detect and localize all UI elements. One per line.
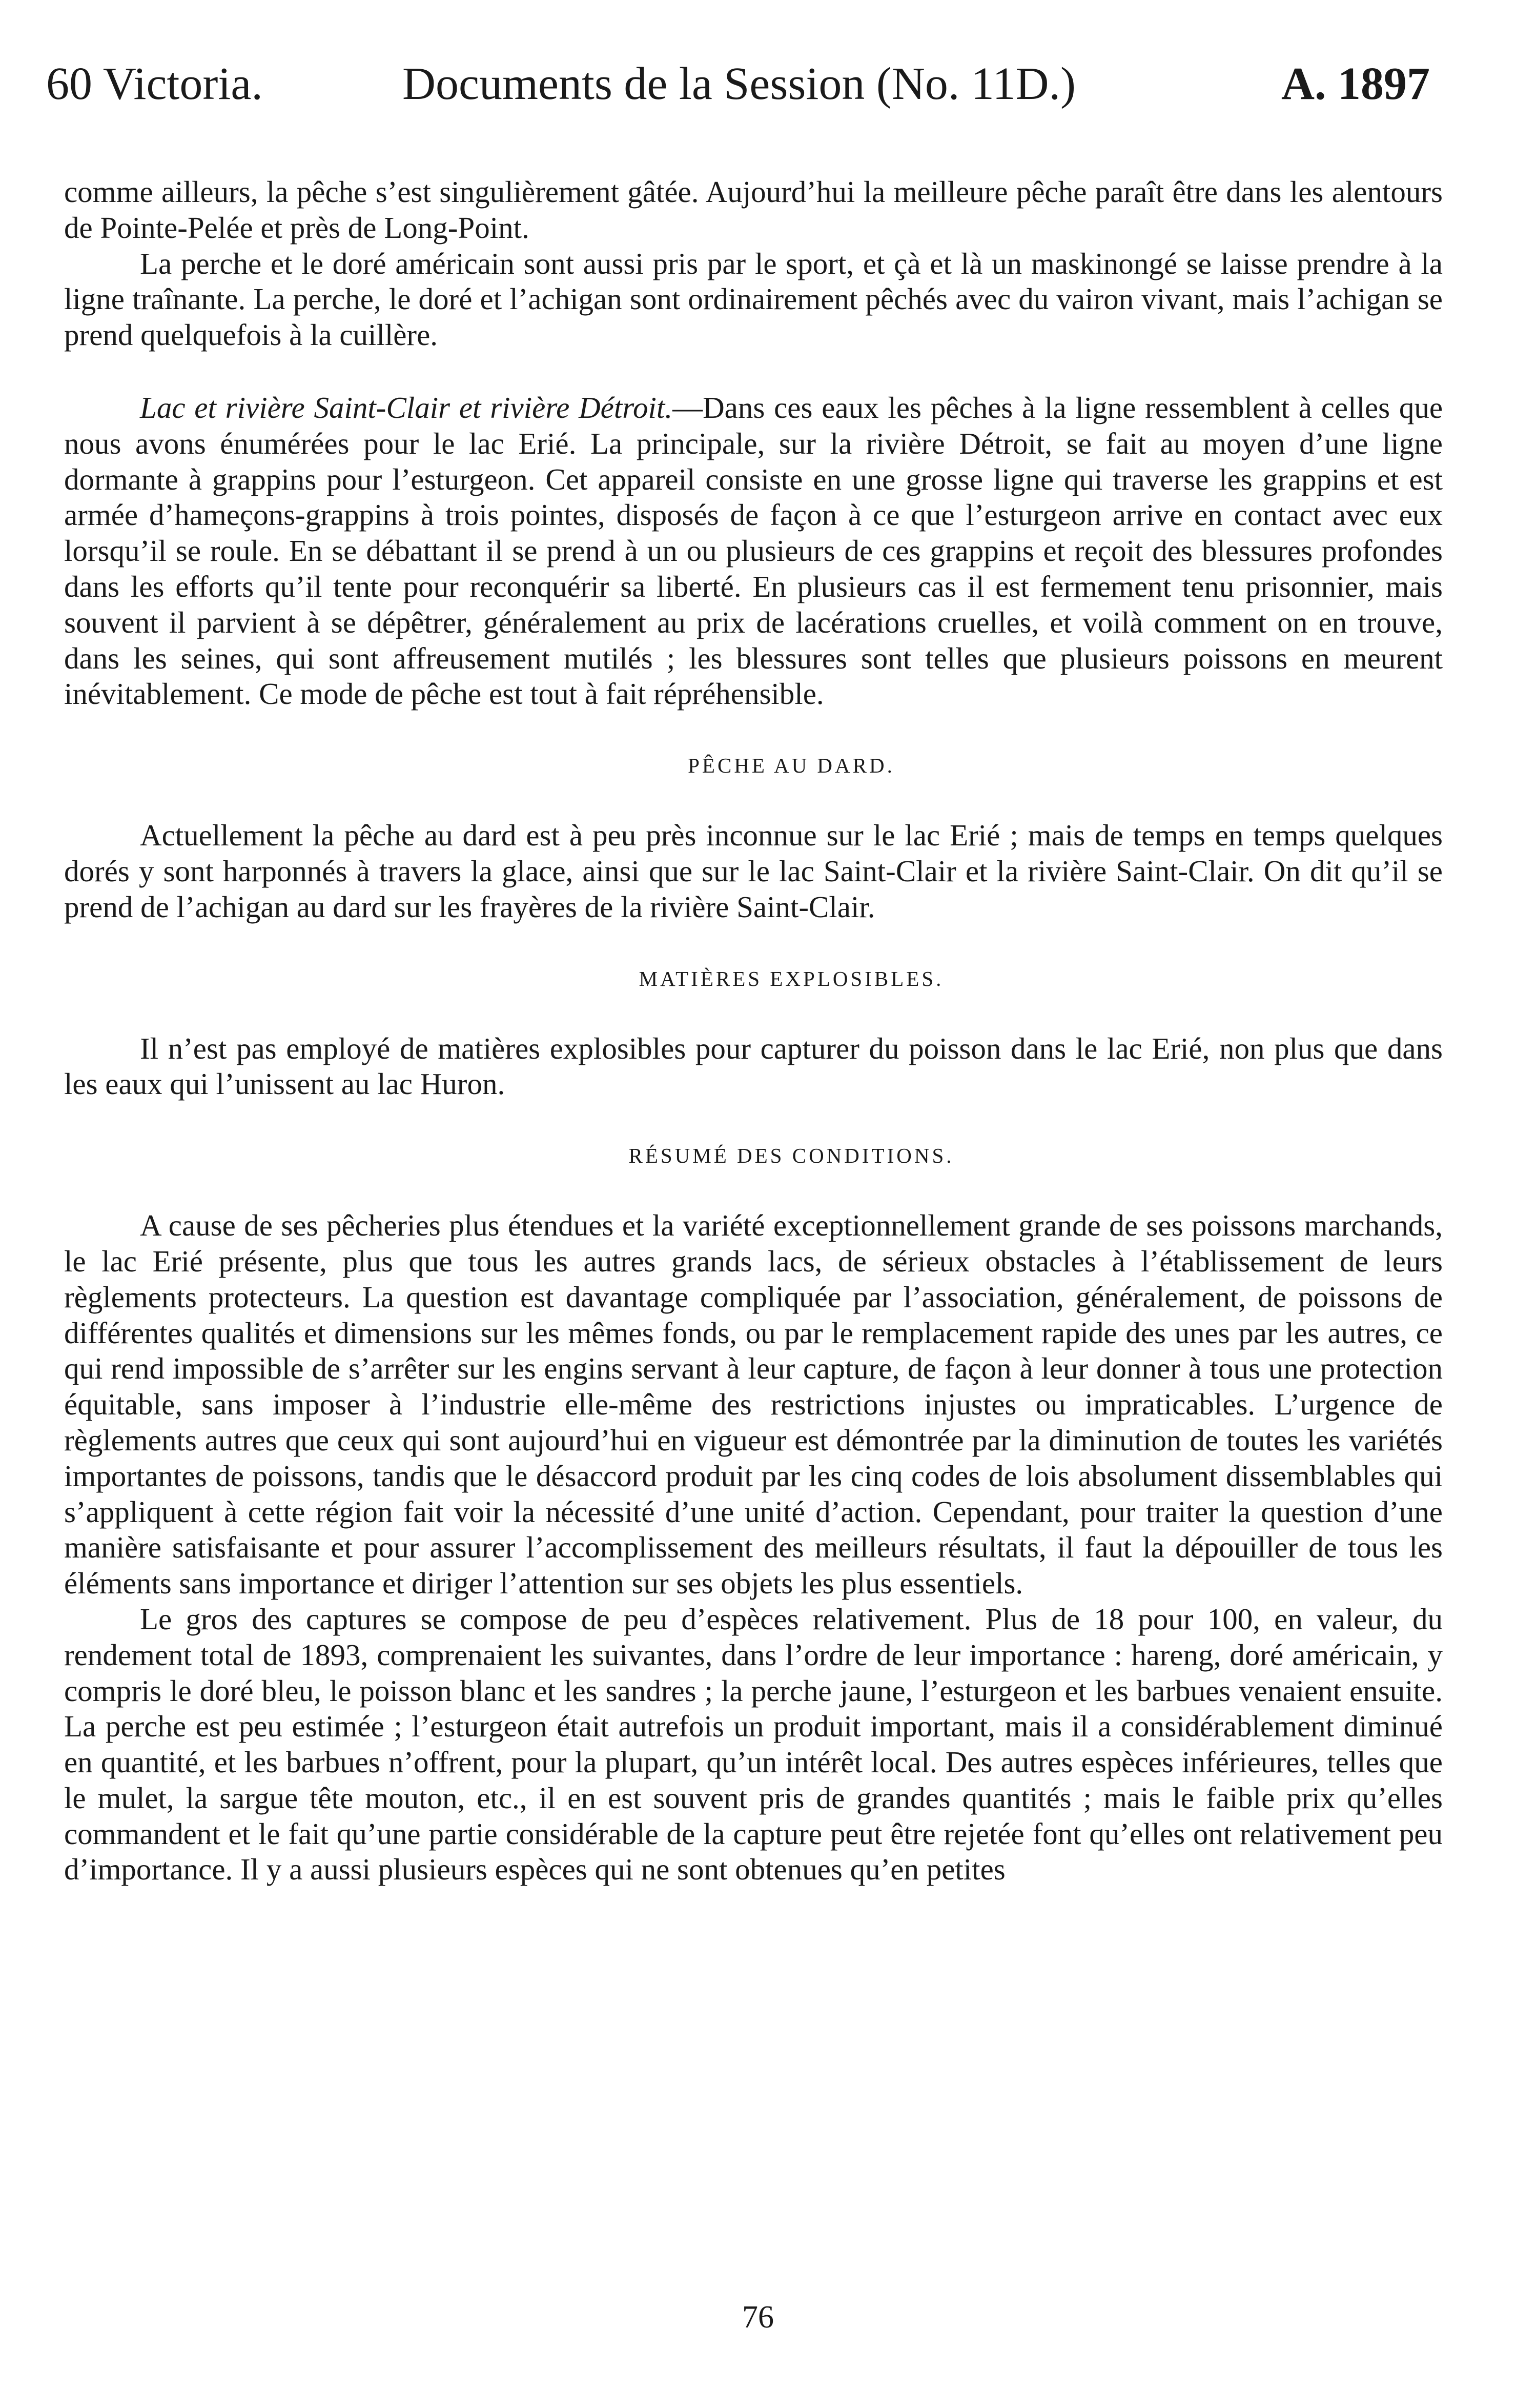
header-title: Documents de la Session (No. 11D.) [402,58,1076,109]
page-number: 76 [742,2300,774,2335]
section-title-resume: RÉSUMÉ DES CONDITIONS. [628,1144,954,1168]
section-title-dard: PÊCHE AU DARD. [688,754,895,778]
paragraph-saint-clair [64,390,1443,712]
page-body [64,174,1443,1888]
running-header [46,57,1430,119]
paragraph-continuation: comme ailleurs, la pêche s’est singulièrement gâtée. Aujourd’hui la meilleure pêche paraît être dans les alentours de Pointe-Pelée et près de Long-Point. [64,175,1443,245]
paragraph-perche: La perche et le doré américain sont aussi pris par le sport, et çà et là un maskinongé se laisse prendre à la ligne traînante. La perche, le doré et l’achigan sont ordinairement pêchés avec du vairon vivant, mais l’achigan se prend quelquefois à la cuillère. [64,246,1443,352]
paragraph-dard: Actuellement la pêche au dard est à peu près inconnue sur le lac Erié ; mais de temps en temps quelques dorés y sont harponnés à travers la glace, ainsi que sur le lac Saint-Clair et la rivière Saint-Clair. On dit qu’il se prend de l’achigan au dard sur les frayères de la rivière Saint-Clair. [64,818,1443,924]
paragraph-explosibles: Il n’est pas employé de matières explosibles pour capturer du poisson dans le lac Erié, non plus que dans les eaux qui l’unissent au lac Huron. [64,1031,1443,1101]
section-title-explosibles: MATIÈRES EXPLOSIBLES. [639,966,944,990]
paragraph-heading-saint-clair: Lac et rivière Saint-Clair et rivière Détroit. [140,390,673,424]
paragraph-resume: A cause de ses pêcheries plus étendues et la variété exceptionnellement grande de ses poissons marchands, le lac Erié présente, plus que tous les autres grands lacs, de sérieux obstacles à l’établissement de leurs règlements protecteurs. La question est davantage compliquée par l’association, généralement, de poissons de différentes qualités et dimensions sur les mêmes fonds, ou par le remplacement rapide des unes par les autres, ce qui rend impossible de s’arrêter sur les engins servant à leur capture, de façon à leur donner à tous une protection équitable, sans imposer à l’industrie elle-même des restrictions injustes ou impraticables. L’urgence de règlements autres que ceux qui sont aujourd’hui en vigueur est démontrée par la diminution de toutes les variétés importantes de poissons, tandis que le désaccord produit par les cinq codes de lois absolument dissemblables qui s’appliquent à cette région fait voir la nécessité d’une unité d’action. Cependant, pour traiter la question d’une manière satisfaisante et pour assurer l’accomplissement des meilleurs résultats, il faut la dépouiller de tous les éléments sans importance et diriger l’attention sur ses objets les plus essentiels. [64,1208,1443,1601]
header-volume: 60 Victoria. [46,58,263,109]
paragraph-captures: Le gros des captures se compose de peu d’espèces relativement. Plus de 18 pour 100, en valeur, du rendement total de 1893, comprenaient les suivantes, dans l’ordre de leur importance : hareng, doré américain, y compris le doré bleu, le poisson blanc et les sandres ; la perche jaune, l’esturgeon et les barbues venaient ensuite. La perche est peu estimée ; l’esturgeon était autrefois un produit important, mais il a considérablement diminué en quantité, et les barbues n’offrent, pour la plupart, qu’un intérêt local. Des autres espèces inférieures, telles que le mulet, la sargue tête mouton, etc., il en est souvent pris de grandes quantités ; mais le faible prix qu’elles commandent et le fait qu’une partie considérable de la capture peut être rejetée font qu’elles ont relativement peu d’importance. Il y a aussi plusieurs espèces qui ne sont obtenues qu’en petites [64,1602,1443,1887]
header-year: A. 1897 [1281,58,1430,109]
paragraph-saint-clair-body: —Dans ces eaux les pêches à la ligne ressemblent à celles que nous avons énumérées pour le lac Erié. La principale, sur la rivière Détroit, se fait au moyen d’une ligne dormante à grappins pour l’esturgeon. Cet appareil consiste en une grosse ligne qui traverse les grappins et est armée d’hameçons-grappins à trois pointes, disposés de façon à ce que l’esturgeon arrive en contact avec eux lorsqu’il se roule. En se débattant il se prend à un ou plusieurs de ces grappins et reçoit des blessures profondes dans les efforts qu’il tente pour reconquérir sa liberté. En plusieurs cas il est fermement tenu prisonnier, mais souvent il parvient à se dépêtrer, généralement au prix de lacérations cruelles, et voilà comment on en trouve, dans les seines, qui sont affreusement mutilés ; les blessures sont telles que plusieurs poissons en meurent inévitablement. Ce mode de pêche est tout à fait répréhensible. [64,390,1443,711]
